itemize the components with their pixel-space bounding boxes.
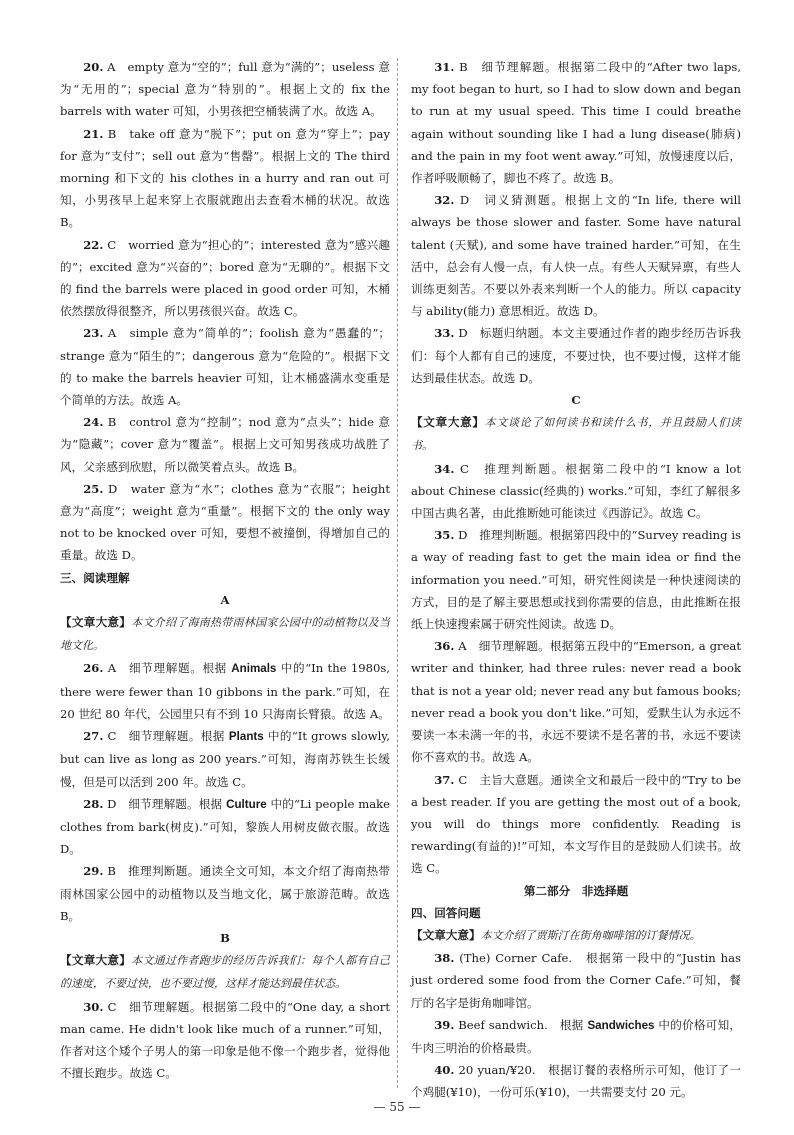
- article-summary: [411, 924, 741, 947]
- page-number: — 55 —: [373, 1100, 421, 1114]
- answer-item: [60, 793, 390, 861]
- summary-text: 本文通过作者跑步的经历告诉我们：每个人都有自己的速度，不要过快，也不要过慢，这样才能达到最佳状态。: [60, 954, 390, 991]
- passage-label: A: [220, 592, 230, 607]
- question-number: 37.: [434, 772, 455, 787]
- summary-text: 本文介绍了海南热带雨林国家公园中的动植物以及当地文化。: [60, 616, 390, 653]
- answer-item: [411, 1014, 741, 1059]
- answer-item: [411, 56, 741, 189]
- answer-text: 20 yuan/¥20. 根据订餐的表格所示可知，他订了一个鸡腿(¥10)，一份可乐(¥10)，一共需要支付 20 元。: [411, 1063, 741, 1100]
- summary-text: 本文介绍了贾斯汀在街角咖啡馆的订餐情况。: [480, 928, 701, 942]
- answer-item: [60, 657, 390, 725]
- question-number: 40.: [434, 1063, 455, 1078]
- summary-tag: 【文章大意】: [60, 615, 132, 630]
- answer-text: B take off 意为“脱下”；put on 意为“穿上”；pay for 意为“支付”；sell out 意为“售罄”。根据上文的 The third morning 和下文的 his clothes in a hurry and ran out 可知，小男孩早上起来穿上衣服就跑出去查看木桶的状况。故选 B。: [60, 126, 390, 230]
- answer-text: C 细节理解题。根据第二段中的“One day, a short man came. He didn't look like much of a runner.”可知，作者对这个矮个子男人的第一印象是他不像一个跑步者，觉得他不擅长跑步。故选 C。: [60, 999, 390, 1081]
- left-column: [60, 56, 390, 1084]
- answer-item: [411, 189, 741, 322]
- answer-text: D 细节理解题。根据: [103, 796, 227, 811]
- answer-text: 中的“In the 1980s, there were fewer than 10 gibbons in the park.”可知，在 20 世纪 80 年代，公园里只有不到 10 只海南长臂猿。故选 A。: [60, 661, 390, 721]
- question-number: 38.: [434, 951, 455, 966]
- section-keyword: Sandwiches: [587, 1018, 655, 1032]
- summary-text: 本文谈论了如何读书和读什么书，并且鼓励人们读书。: [411, 416, 741, 453]
- right-column: [411, 56, 741, 1104]
- answer-text: B 推理判断题。通读全文可知，本文介绍了海南热带雨林国家公园中的动植物以及当地文化，属于旅游范畴。故选 B。: [60, 864, 390, 923]
- answer-text: A empty 意为“空的”；full 意为“满的”；useless 意为“无用的”；special 意为“特别的”。根据上文的 fix the barrels with water 可知，小男孩把空桶装满了水。故选 A。: [60, 60, 390, 119]
- answer-text: (The) Corner Cafe. 根据第一段中的“Justin has just ordered some food from the Corner Cafe.”可知，餐厅的名字是街角咖啡馆。: [411, 951, 741, 1010]
- answer-text: 中的“Li people make clothes from bark(树皮).”可知，黎族人用树皮做衣服。故选 D。: [60, 796, 391, 857]
- question-number: 34.: [434, 461, 455, 476]
- answer-item: [60, 123, 390, 234]
- question-number: 25.: [83, 481, 104, 496]
- answer-text: B 细节理解题。根据第二段中的“After two laps, my foot began to hurt, so I had to slow down and began to run at my usual speed. This time I could breathe again without sounding like I had a lung disease(肺病) and the pain in my foot went away.”可知，放慢速度以后，作者呼吸顺畅了，脚也不疼了。故选 B。: [411, 60, 741, 186]
- question-number: 28.: [83, 796, 104, 811]
- answer-text: 中的价格可知，牛肉三明治的价格最贵。: [411, 1017, 741, 1055]
- answer-text: D water 意为“水”；clothes 意为“衣服”；height 意为“高度”；weight 意为“重量”。根据下文的 the only way not to be knocked over 可知，要想不被撞倒，得增加自己的重量。故选 D。: [60, 481, 390, 563]
- passage-label: B: [220, 930, 230, 945]
- answer-text: C 主旨大意题。通读全文和最后一段中的“Try to be a best reader. If you are getting the most out of a book, you will do things more confidently. Reading is rewarding(有益的)!”可知，本文写作目的是鼓励人们读书。故选 C。: [411, 772, 741, 876]
- question-number: 20.: [83, 60, 104, 74]
- answer-item: [60, 478, 390, 567]
- article-summary: [60, 949, 390, 995]
- summary-tag: 【文章大意】: [411, 927, 481, 942]
- answer-item: [411, 1059, 741, 1103]
- answer-item: [411, 524, 741, 635]
- answer-item: [411, 769, 741, 880]
- answer-item: [60, 56, 390, 123]
- section-keyword: Culture: [226, 797, 267, 811]
- section-heading: 四、回答问题: [411, 905, 481, 920]
- answer-text: A 细节理解题。根据第五段中的“Emerson, a great writer and thinker, had three rules: never read a book that is not a year old; never read any but famous books; never read a book you don't like.”可知，爱默生认为永远不要读一本未满一年的书，永远不要读不是名著的书，永远不要读你不喜欢的书。故选 A。: [411, 639, 741, 765]
- question-number: 29.: [83, 864, 104, 879]
- question-number: 32.: [434, 193, 455, 208]
- answer-text: 中的“It grows slowly, but can live as long as 200 years.”可知，海南苏铁生长缓慢，但是可以活到 200 年。故选 C。: [60, 729, 390, 789]
- answer-text: D 词义猜测题。根据上文的“In life, there will always be those slower and faster. Some have natural talent (天赋), and some have trained harder.”可知，在生活中，总会有人慢一点，有人快一点。有些人天赋异禀，有些人训练更刻苦。不要以外表来判断一个人的能力。所以 capacity 与 ability(能力) 意思相近。故选 D。: [411, 193, 741, 319]
- answer-text: C 推理判断题。根据第二段中的“I know a lot about Chinese classic(经典的) works.”可知，李红了解很多中国古典名著，由此推断她可能读过《西游记》。故选 C。: [411, 461, 741, 521]
- question-number: 24.: [83, 415, 104, 430]
- question-number: 30.: [83, 999, 104, 1014]
- question-number: 39.: [434, 1017, 455, 1032]
- answer-text: D 标题归纳题。本文主要通过作者的跑步经历告诉我们：每个人都有自己的速度，不要过快，也不要过慢，这样才能达到最佳状态。故选 D。: [411, 326, 741, 385]
- answer-text: A simple 意为“简单的”；foolish 意为“愚蠢的”；strange 意为“陌生的”；dangerous 意为“危险的”。根据下文的 to make the barrels heavier 可知，让木桶盛满水变重是个简单的方法。故选 A。: [60, 326, 390, 408]
- answer-item: [60, 996, 390, 1085]
- answer-item: [60, 234, 390, 323]
- question-number: 22.: [83, 237, 104, 252]
- answer-item: [60, 860, 390, 927]
- summary-tag: 【文章大意】: [411, 415, 485, 430]
- column-divider: [397, 58, 398, 1088]
- section-keyword: Plants: [228, 730, 264, 744]
- answer-text: C 细节理解题。根据: [103, 729, 229, 744]
- question-number: 35.: [434, 528, 455, 543]
- answer-text: C worried 意为“担心的”；interested 意为“感兴趣的”；excited 意为“兴奋的”；bored 意为“无聊的”。根据下文的 find the barrels were placed in good order 可知，木桶依然摆放得很整齐，所以男孩很兴奋。故选 C。: [60, 237, 390, 319]
- summary-tag: 【文章大意】: [60, 953, 132, 968]
- section-keyword: Animals: [231, 662, 277, 676]
- article-summary: [411, 411, 741, 457]
- question-number: 33.: [434, 326, 455, 341]
- part-heading: 第二部分 非选择题: [523, 883, 629, 898]
- question-number: 36.: [434, 639, 455, 654]
- answer-item: [411, 458, 741, 525]
- question-number: 27.: [83, 729, 104, 744]
- question-number: 26.: [83, 661, 104, 676]
- question-number: 21.: [83, 126, 104, 141]
- answer-item: [60, 725, 390, 793]
- answer-text: Beef sandwich. 根据: [454, 1017, 588, 1032]
- article-summary: [60, 611, 390, 657]
- answer-item: [411, 635, 741, 768]
- section-heading: 三、阅读理解: [60, 570, 130, 585]
- answer-text: B control 意为“控制”；nod 意为“点头”；hide 意为“隐藏”；cover 意为“覆盖”。根据上文可知男孩成功战胜了风，父亲感到欣慰，所以微笑着点头。故选 B。: [60, 415, 390, 474]
- answer-item: [411, 322, 741, 389]
- answer-text: A 细节理解题。根据: [103, 661, 232, 676]
- answer-item: [411, 947, 741, 1014]
- passage-label: C: [571, 393, 581, 408]
- question-number: 23.: [83, 326, 104, 341]
- question-number: 31.: [434, 60, 455, 74]
- answer-item: [60, 411, 390, 478]
- answer-item: [60, 322, 390, 411]
- answer-text: D 推理判断题。根据第四段中的“Survey reading is a way of reading fast to get the main idea or find the information you need.”可知，研究性阅读是一种快速阅读的方式，目的是了解主要思想或找到你需要的信息，由此推断在报纸上快速搜索属于研究性阅读。故选 D。: [411, 528, 741, 632]
